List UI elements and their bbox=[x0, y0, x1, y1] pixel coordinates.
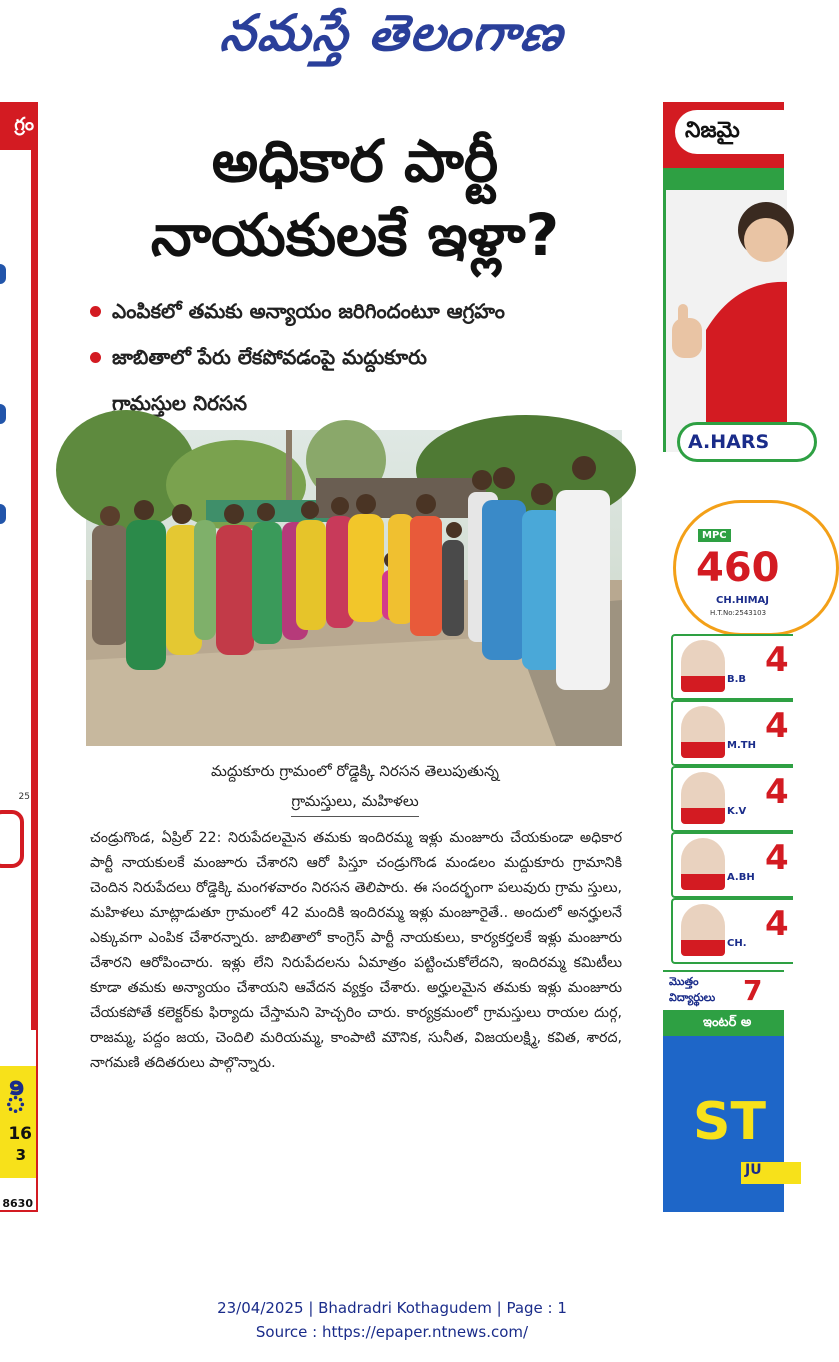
left-ad-bottom-number: 8630 bbox=[2, 1197, 33, 1210]
total-label-line: మొత్తం bbox=[669, 975, 699, 988]
right-ad-inter-banner: ఇంటర్ అ bbox=[663, 1010, 784, 1036]
student-score: 4 bbox=[765, 640, 789, 680]
bullet-dot-icon bbox=[90, 306, 101, 317]
right-ad-student-photo bbox=[663, 190, 787, 452]
headline-line: నాయకులకే ఇళ్లా? bbox=[150, 201, 560, 269]
badge-stream-label: MPC bbox=[698, 529, 731, 542]
left-ad-edge-mark bbox=[0, 404, 6, 424]
student-avatar bbox=[681, 640, 725, 692]
left-ad-edge-mark bbox=[0, 264, 6, 284]
right-ad-student-row bbox=[671, 766, 793, 832]
bullet-text: జాబితాలో పేరు లేకపోవడంపై మద్దుకూరు bbox=[112, 345, 427, 369]
right-ad-student-row bbox=[671, 634, 793, 700]
left-advertisement bbox=[0, 102, 38, 1212]
bullet-dot-icon bbox=[90, 352, 101, 363]
right-ad-brand-panel bbox=[663, 1036, 784, 1212]
left-ad-red-border bbox=[31, 150, 36, 1030]
bullet-item bbox=[90, 334, 630, 426]
student-name: CH. bbox=[727, 938, 747, 949]
masthead bbox=[0, 0, 784, 90]
student-avatar bbox=[681, 772, 725, 824]
headline-line: అధికార పార్టీ bbox=[211, 127, 499, 195]
right-ad-green-band bbox=[663, 168, 784, 190]
footer-edition-info: 23/04/2025 | Bhadradri Kothagudem | Page : 1 bbox=[217, 1299, 567, 1317]
photo-caption bbox=[82, 756, 628, 817]
student-score: 4 bbox=[765, 838, 789, 878]
total-label-line: విద్యార్థులు bbox=[669, 991, 716, 1004]
student-score: 4 bbox=[765, 772, 789, 812]
student-name: M.TH bbox=[727, 740, 756, 751]
right-ad-student-row bbox=[671, 898, 793, 964]
right-advertisement bbox=[663, 102, 789, 1212]
bullet-item bbox=[90, 288, 630, 334]
newspaper-title: నమస్తే తెలంగాణ bbox=[217, 4, 568, 62]
left-ad-number: 3 bbox=[15, 1146, 26, 1164]
student-name: K.V bbox=[727, 806, 747, 817]
right-ad-topper-name: A.HARS bbox=[677, 422, 817, 462]
page-footer bbox=[0, 1296, 784, 1344]
sub-headline-bullets bbox=[90, 288, 630, 426]
right-ad-student-row bbox=[671, 832, 793, 898]
caption-line: గ్రామస్తులు, మహిళలు bbox=[291, 786, 418, 817]
left-ad-edge-mark bbox=[0, 504, 6, 524]
right-ad-score-badge bbox=[673, 500, 839, 636]
student-avatar bbox=[681, 706, 725, 758]
right-ad-header-text: నిజమై bbox=[685, 118, 740, 143]
student-avatar bbox=[681, 838, 725, 890]
left-ad-small-text: 25 bbox=[18, 792, 30, 802]
student-name: B.B bbox=[727, 674, 747, 685]
footer-source-link[interactable]: Source : https://epaper.ntnews.com/ bbox=[255, 1323, 529, 1341]
caption-line: మద్దుకూరు గ్రామంలో రోడ్డెక్కి నిరసన తెలుపుతున్న bbox=[211, 762, 499, 780]
badge-ht-number: H.T.No:2543103 bbox=[710, 609, 767, 617]
student-avatar bbox=[681, 904, 725, 956]
badge-score: 460 bbox=[696, 545, 780, 591]
right-ad-student-row bbox=[671, 700, 793, 766]
news-article bbox=[82, 102, 628, 1202]
article-photo bbox=[86, 430, 622, 746]
right-ad-brand-sub: JU bbox=[741, 1162, 801, 1184]
right-ad-pill bbox=[675, 110, 805, 154]
right-ad-brand: ST bbox=[693, 1092, 766, 1152]
right-ad-total bbox=[663, 970, 784, 1008]
student-score: 4 bbox=[765, 706, 789, 746]
bullet-text: ఎంపికలో తమకు అన్యాయం జరిగిందంటూ ఆగ్రహం bbox=[112, 299, 505, 323]
left-ad-glyph: ి bbox=[4, 1076, 28, 1122]
total-value: 7 bbox=[743, 974, 763, 1007]
left-ad-number: 16 bbox=[8, 1124, 32, 1144]
article-headline bbox=[82, 124, 628, 272]
badge-name: CH.HIMAJ bbox=[716, 595, 770, 606]
total-label bbox=[669, 974, 715, 1006]
student-name: A.BH bbox=[727, 872, 755, 883]
article-body: చండ్రుగొండ, ఏప్రిల్ 22: నిరుపేదలమైన తమకు ఇందిరమ్మ ఇళ్లు మంజూరు చేయకుండా అధికార పార్టీ నాయకులకే మంజూరు చేశారని ఆరో పిస్తూ చండ్రుగొండ మండలం మద్దుకూరు గ్రామానికి చెందిన నిరుపేదలు రోడ్డెక్కి మంగళవారం నిరసన తెలిపారు. ఈ సందర్భంగా పలువురు గ్రామ స్తులు, మహిళలు మాట్లాడుతూ గ్రామంలో 42 మందికి ఇందిరమ్మ ఇళ్లు మంజూరైతే.. అందులో అనర్హులనే ఎక్కువగా ఎంపిక చేశారన్నారు. జాబితాలో కాంగ్రెస్ పార్టీ నాయకులు, కార్యకర్తలకే ఇళ్లు మంజూరు చేశారని ఆరోపించారు. ఇళ్లు లేని నిరుపేదలను ఏమాత్రం పట్టించుకోలేదని, ఇందిరమ్మ కమిటీలు కూడా తమకు అన్యాయం చేశాయని ఆవేదన వ్యక్తం చేశారు. అర్హులమైన తమకు ఇళ్లు మంజూరు చేయకపోతే కలెక్టర్‌కు ఫిర్యాదు చేస్తామని హెచ్చరిం చారు. కార్యక్రమంలో గ్రామస్తులు రాయల దుర్గ, రాజమ్మ, పద్దం జయ, చెందిలి మరియమ్మ, కాంపాటి మౌనిక, సునీత, విజయలక్ష్మి, కవిత, శారద, నాగమణి తదితరులు పాల్గొన్నారు. bbox=[90, 830, 622, 1071]
student-score: 4 bbox=[765, 904, 789, 944]
right-ad-header bbox=[663, 102, 784, 168]
left-ad-yellow-panel bbox=[0, 1066, 36, 1178]
left-ad-header: గ్రం bbox=[0, 104, 36, 150]
bullet-text-continuation: గ్రామస్తుల నిరసన bbox=[112, 391, 248, 415]
left-ad-ring-graphic bbox=[0, 810, 24, 868]
